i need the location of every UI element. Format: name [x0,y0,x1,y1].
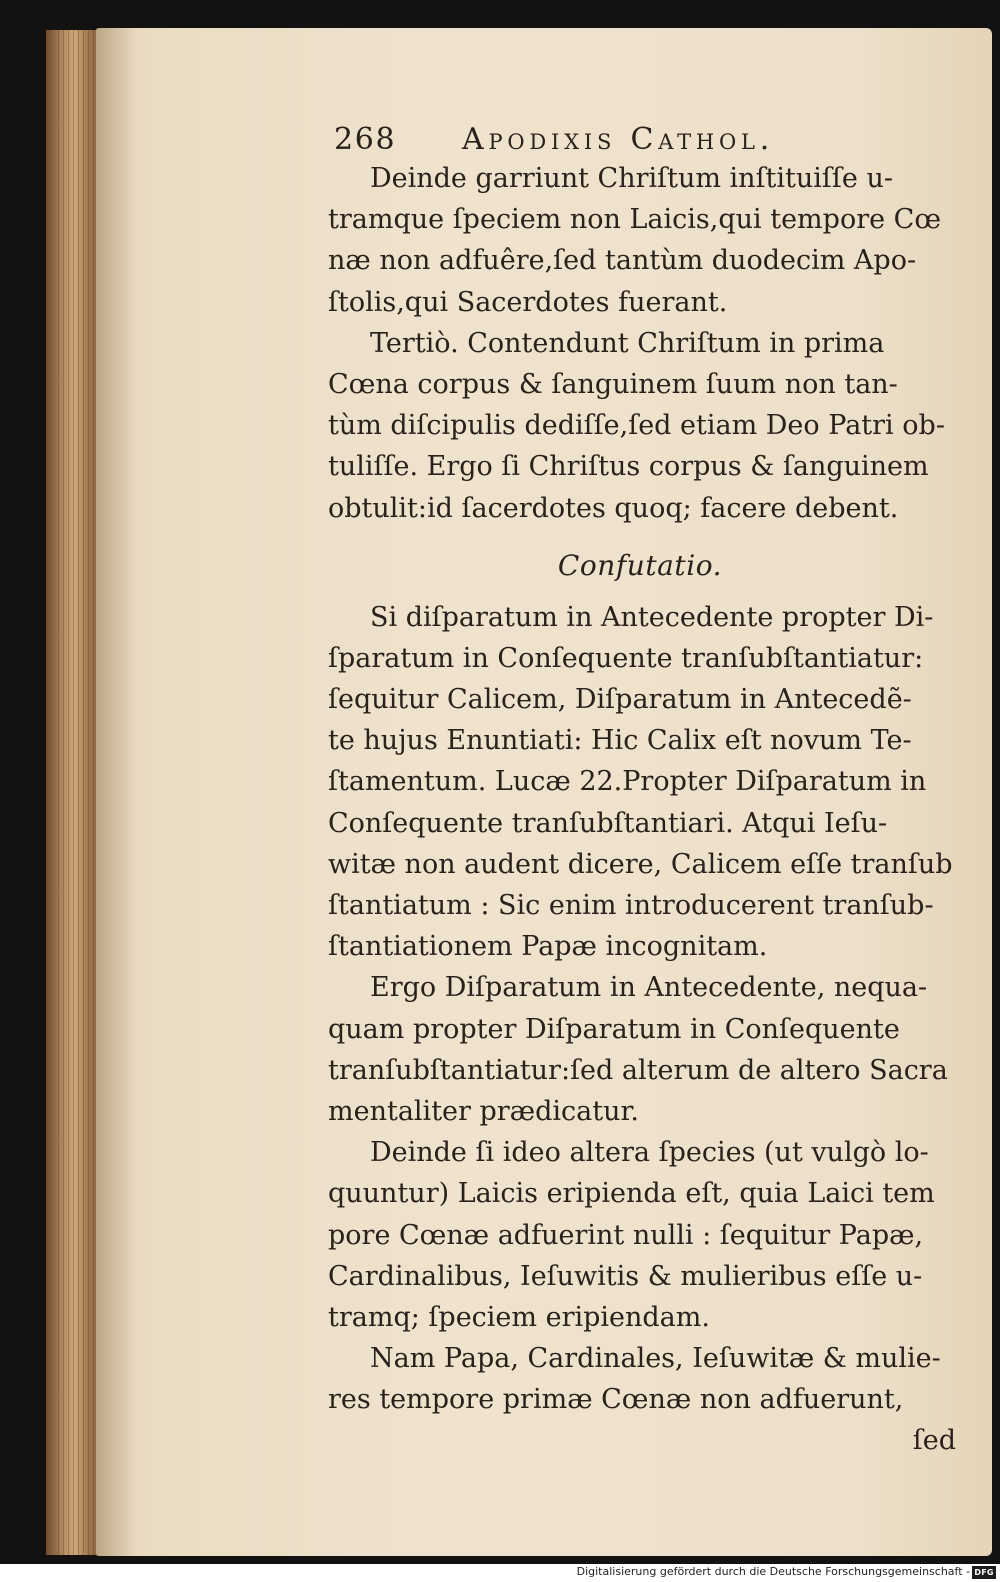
text-line: ſtamentum. Lucæ 22.Propter Diſparatum in [328,766,927,798]
dfg-logo: DFG [972,1566,996,1579]
text-after-section [310,597,970,1421]
text-line: Deinde garriunt Chriſtum inſtituiſſe u- [370,163,893,194]
text-line: tùm diſcipulis dediſſe,ſed etiam Deo Patri ob- [328,410,945,442]
text-line: Tertiò. Contendunt Chriſtum in prima [370,327,885,359]
book-page-edge-texture [58,30,94,1555]
paragraph [310,158,970,323]
text-line: Cardinalibus, Ieſuwitis & mulieribus eſſe u- [328,1260,923,1292]
text-line: Nam Papa, Cardinales, Ieſuwitæ & mulie- [370,1343,941,1375]
text-line: obtulit:id ſacerdotes quoq; facere debent. [328,492,899,524]
paragraph [310,323,970,529]
page-gutter-shadow [96,28,136,1556]
paragraph [310,1132,970,1338]
running-title: Apodixis Cathol. [462,122,775,157]
text-line: witæ non audent dicere, Calicem eſſe tranſub [328,848,953,880]
text-line: næ non adfuêre,ſed tantùm duodecim Apo- [328,245,917,277]
text-line: tranſubſtantiatur:ſed alterum de altero Sacra [328,1054,948,1086]
catchword: ſed [912,1425,956,1457]
text-line: quam propter Diſparatum in Conſequente [328,1013,900,1045]
text-line: Deinde ſi ideo altera ſpecies (ut vulgò lo- [370,1137,929,1169]
text-line: quuntur) Laicis eripienda eſt, quia Laici tem [328,1178,935,1210]
paragraph [310,1338,970,1420]
text-line: ſtantiationem Papæ incognitam. [328,931,768,963]
text-line: te hujus Enuntiati: Hic Calix eſt novum Te- [328,725,912,757]
page-text-block [310,112,970,1462]
page-number: 268 [334,122,397,157]
text-line: ſtolis,qui Sacerdotes fuerant. [328,286,728,318]
text-line: ſequitur Calicem, Diſparatum in Antecedẽ- [328,684,912,716]
text-line: tramque ſpeciem non Laicis,qui tempore Cœ [328,204,942,236]
text-line: pore Cœnæ adfuerint nulli : ſequitur Papæ, [328,1219,924,1251]
text-line: ſtantiatum : Sic enim introducerent tranſub- [328,890,934,921]
text-line: Conſequente tranſubſtantiari. Atqui Ieſu- [328,807,888,839]
paragraph [310,597,970,968]
text-line: mentaliter prædicatur. [328,1095,639,1127]
text-line: Si diſparatum in Antecedente propter Di- [370,601,934,633]
text-before-section [310,158,970,529]
text-line: res tempore primæ Cœnæ non adfuerunt, [328,1384,904,1416]
paragraph [310,967,970,1132]
text-line: ſparatum in Conſequente tranſubſtantiatur: [328,642,924,674]
text-line: Ergo Diſparatum in Antecedente, nequa- [370,972,928,1004]
text-line: Cœna corpus & ſanguinem ſuum non tan- [328,368,898,400]
text-line: tramq; ſpeciem eripiendam. [328,1301,710,1333]
text-line: tuliſſe. Ergo ſi Chriſtus corpus & ſanguinem [328,451,929,483]
page-header [310,112,970,158]
funding-credit: Digitalisierung gefördert durch die Deutsche Forschungsgemeinschaft - [576,1565,970,1578]
section-title: Confutatio. [557,548,723,582]
